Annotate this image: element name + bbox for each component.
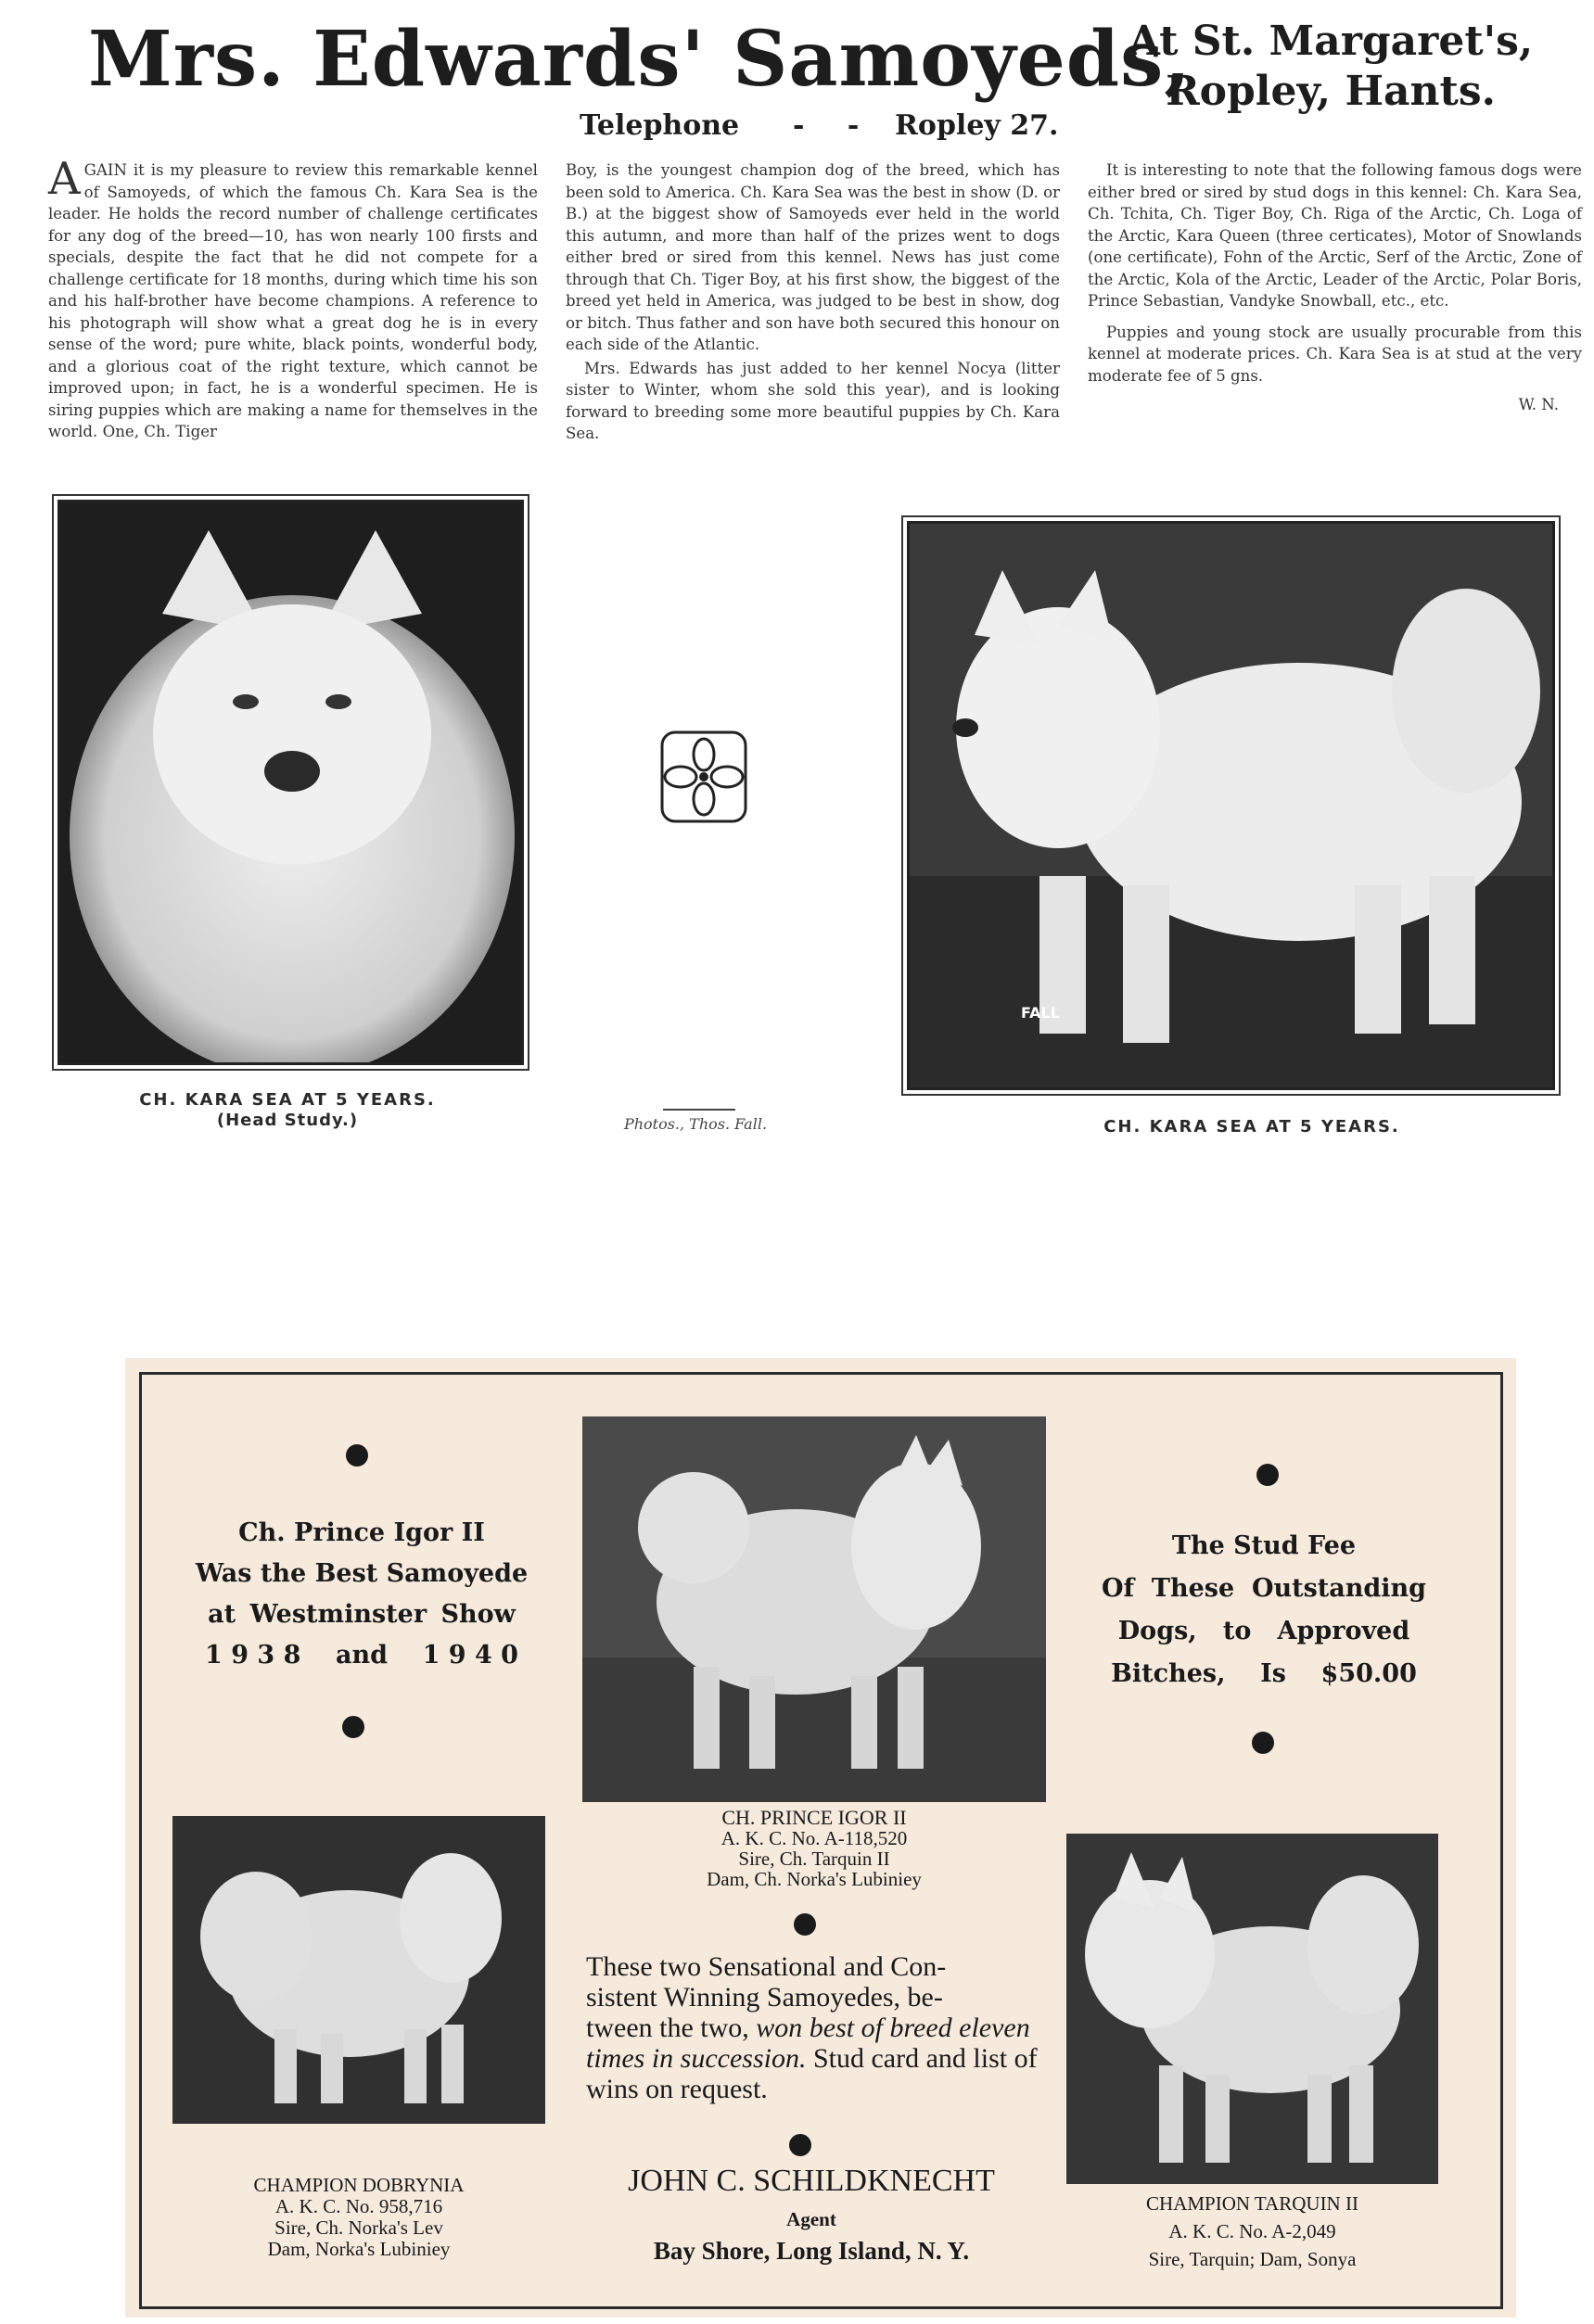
- body-line: sistent Winning Samoyedes, be-: [586, 1982, 943, 2013]
- article-signature: W. N.: [1518, 396, 1559, 413]
- article-column-2: [566, 159, 1060, 447]
- photo-dobrynia: [172, 1816, 545, 2124]
- bullet-dot: [346, 1444, 368, 1467]
- dog-sire: Sire, Ch. Norka's Lev: [274, 2216, 443, 2239]
- body-line: Stud card and list of wins on request.: [586, 2043, 1038, 2104]
- column-1-text: GAIN it is my pleasure to review this remarkable kennel of Samoyeds, of which the famous Ch. Kara Sea is the leader. He holds the record number of challenge certificates for any dog of the breed—10, has won nearly 100 firsts and specials, despite the fact that he did not compete for a challenge certificate for 18 months, during which time his son and his half-brother have become champions. A reference to his photograph will show what a great dog he is in every sense of the word; pure white, black points, wonderful body, and a glorious coat of the right texture, which cannot be improved upon; in fact, he is a wonderful specimen. He is siring puppies which are making a name for themselves in the world. One, Ch. Tiger: [48, 161, 538, 440]
- bullet-dot: [342, 1716, 364, 1738]
- bullet-dot: [794, 1913, 816, 1936]
- left-heading-line: Ch. Prince Igor II: [238, 1518, 485, 1547]
- dog-sire: Sire, Ch. Tarquin II: [738, 1848, 890, 1870]
- left-heading-line: at Westminster Show: [208, 1600, 516, 1629]
- right-heading-line: Bitches, Is $50.00: [1111, 1659, 1417, 1688]
- photo-credit: Photos., Thos. Fall.: [623, 1115, 768, 1133]
- dog-dam: Dam, Norka's Lubiniey: [267, 2238, 451, 2260]
- right-heading-line: Of These Outstanding: [1101, 1574, 1427, 1603]
- dog-name: CH. PRINCE IGOR II: [721, 1806, 907, 1829]
- dog-sire-dam: Sire, Tarquin; Dam, Sonya: [1148, 2248, 1357, 2270]
- bullet-dot: [1256, 1464, 1279, 1486]
- address-line-1: At St. Margaret's,: [1128, 18, 1534, 65]
- column-2-paragraph-1: Boy, is the youngest champion dog of the breed, which has been sold to America. Ch. Kara Sea was the best in show (D. or B.) at the biggest show of Samoyeds ever held in the world this autumn, and more than half of the prizes went to dogs either bred or sired from this kennel. News has just come through that Ch. Tiger Boy, at his first show, the biggest of the breed yet held in America, was judged to be best in show, dog or bitch. Thus father and son have both secured this honour on each side of the Atlantic.: [566, 161, 1060, 353]
- telephone-number: Ropley 27.: [895, 109, 1059, 142]
- left-heading-line: Was the Best Samoyede: [195, 1559, 529, 1588]
- photo-watermark: FALL: [1021, 1004, 1060, 1022]
- photo-kara-sea-standing: [907, 521, 1555, 1090]
- ornament-flower-icon: [658, 729, 749, 825]
- prince-igor-illustration: [582, 1416, 1046, 1802]
- column-2-paragraph-2: Mrs. Edwards has just added to her kennel Nocya (litter sister to Winter, whom she sold this year), and is looking forward to breeding some more beautiful puppies by Ch. Kara Sea.: [566, 359, 1060, 442]
- body-line: These two Sensational and Con-: [586, 1951, 947, 1982]
- dog-name: CHAMPION DOBRYNIA: [253, 2174, 465, 2196]
- right-dog-caption: [1066, 2190, 1438, 2273]
- dog-name: CHAMPION TARQUIN II: [1146, 2192, 1358, 2215]
- dog-akc-number: A. K. C. No. 958,716: [274, 2195, 443, 2217]
- right-heading-line: The Stud Fee: [1171, 1531, 1357, 1560]
- kennel-address: [1113, 17, 1549, 117]
- right-heading-line: Dogs, to Approved: [1117, 1617, 1410, 1645]
- column-3-paragraph-2: Puppies and young stock are usually procurable from this kennel at moderate prices. Ch. Kara Sea is at stud at the very moderate fee of 5 gns.: [1088, 323, 1582, 385]
- agent-label: Agent: [786, 2208, 836, 2230]
- bullet-dot: [789, 2134, 811, 2156]
- bullet-dot: [1252, 1732, 1274, 1754]
- credit-divider: [663, 1109, 735, 1111]
- column-3-paragraph-1: It is interesting to note that the following famous dogs were either bred or sired by stud dogs in this kennel: Ch. Kara Sea, Ch. Tchita, Ch. Tiger Boy, Ch. Riga of the Arctic, Ch. Loga of the Arctic, Kara Queen (three certicates), Motor of Snowlands (one certificate), Fohn of the Arctic, Serf of the Arctic, Zone of the Arctic, Kola of the Arctic, Leader of the Arctic, Polar Boris, Prince Sebastian, Vandyke Snowball, etc., etc.: [1088, 161, 1582, 310]
- article-title: Mrs. Edwards' Samoyeds,: [88, 15, 1192, 104]
- ad-right-heading: [1083, 1525, 1445, 1695]
- photo-prince-igor: [582, 1416, 1046, 1802]
- ad-body-copy: [586, 1951, 1040, 2104]
- standing-dog-illustration: [910, 524, 1552, 1087]
- drop-cap: A: [48, 153, 81, 205]
- dog-dam: Dam, Ch. Norka's Lubiniey: [707, 1868, 922, 1890]
- center-dog-caption: [582, 1808, 1046, 1889]
- photo-tarquin: [1066, 1834, 1438, 2184]
- agent-address: Bay Shore, Long Island, N. Y.: [653, 2237, 970, 2265]
- article-column-1: [48, 153, 538, 443]
- tarquin-illustration: [1066, 1834, 1438, 2184]
- article-column-3: [1088, 159, 1582, 416]
- body-italic: won best of breed eleven times in succession.: [586, 2013, 1030, 2074]
- left-heading-line: 1 9 3 8 and 1 9 4 0: [205, 1641, 518, 1670]
- caption-left-1: CH. KARA SEA AT 5 YEARS.: [139, 1090, 436, 1110]
- telephone-label: Telephone: [580, 109, 740, 142]
- ad-left-heading: [181, 1513, 542, 1676]
- agent-name: JOHN C. SCHILDKNECHT: [628, 2164, 995, 2198]
- dog-akc-number: A. K. C. No. A-2,049: [1168, 2220, 1336, 2242]
- dog-akc-number: A. K. C. No. A-118,520: [720, 1827, 908, 1849]
- caption-right: CH. KARA SEA AT 5 YEARS.: [1103, 1117, 1400, 1137]
- dog-head-illustration: [60, 502, 521, 1062]
- caption-left-2: (Head Study.): [216, 1111, 359, 1130]
- address-line-2: Ropley, Hants.: [1166, 68, 1496, 115]
- left-dog-caption: [172, 2175, 545, 2260]
- body-line: tween the two,: [586, 2013, 749, 2043]
- telephone-dashes: - -: [793, 109, 876, 142]
- photo-kara-sea-head-study: [57, 500, 524, 1065]
- dobrynia-illustration: [172, 1816, 545, 2124]
